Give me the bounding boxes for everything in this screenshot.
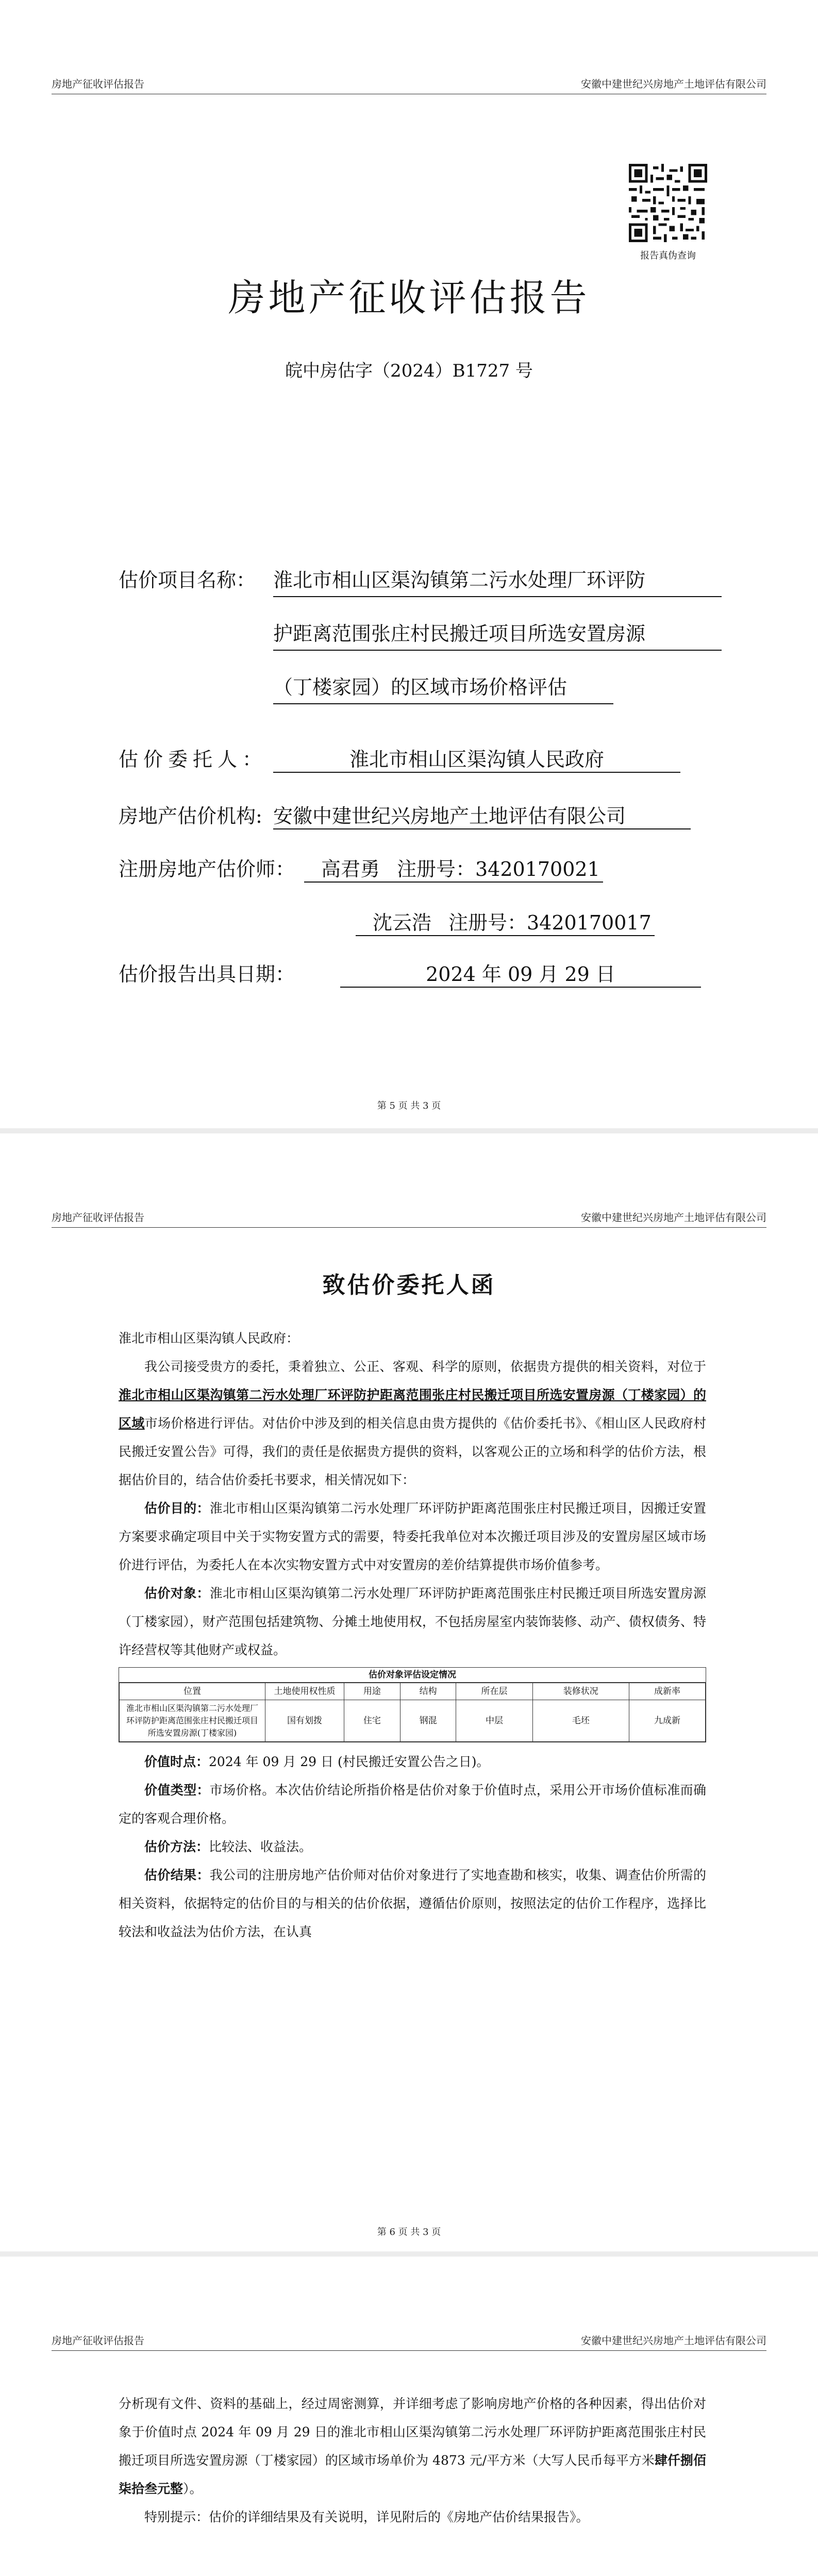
table-header-cell: 装修状况 <box>532 1683 629 1700</box>
page-footer: 第 6 页 共 3 页 <box>377 2227 441 2238</box>
table-row <box>120 1700 706 1742</box>
appraiser-2-name: 沈云浩 <box>356 907 448 936</box>
valuetype-text: 市场价格。本次估价结论所指价格是估价对象于价值时点，采用公开市场价值标准而确定的客观合理价格。 <box>119 1783 706 1826</box>
method-paragraph <box>119 1833 706 1861</box>
report-page-letter <box>0 1133 818 2251</box>
project-name-line: （丁楼家园）的区域市场价格评估 <box>273 671 613 704</box>
report-page-cover <box>0 0 818 1128</box>
header-right: 安徽中建世纪兴房地产土地评估有限公司 <box>581 1211 766 1224</box>
method-text: 比较法、收益法。 <box>209 1839 312 1854</box>
appraiser-1-name: 高君勇 <box>304 853 397 883</box>
valuetype-label: 价值类型： <box>144 1783 210 1798</box>
object-label: 估价对象： <box>144 1586 210 1601</box>
table-cell-location: 淮北市相山区渠沟镇第二污水处理厂环评防护距离范围张庄村民搬迁项目所选安置房源(丁楼家园) <box>120 1700 265 1742</box>
report-number: 皖中房估字（2024）B1727 号 <box>285 361 533 381</box>
valuation-table <box>119 1667 706 1742</box>
client-label: 估价委托人： <box>119 748 268 771</box>
method-label: 估价方法： <box>144 1839 209 1854</box>
qr-code[interactable] <box>629 164 707 242</box>
purpose-label: 估价目的： <box>144 1501 210 1516</box>
table-header-cell: 用途 <box>344 1683 400 1700</box>
appraiser-1-regno: 注册号：3420170021 <box>397 853 603 883</box>
header-left: 房地产征收评估报告 <box>52 1211 144 1224</box>
qr-caption: 报告真伪查询 <box>640 250 696 261</box>
appraiser-row-2 <box>356 907 655 936</box>
header-right: 安徽中建世纪兴房地产土地评估有限公司 <box>581 2334 766 2347</box>
result-continued-paragraph <box>119 2389 706 2503</box>
valuedate-text: 2024 年 09 月 29 日 (村民搬迁安置公告之日)。 <box>209 1754 490 1769</box>
report-title: 房地产征收评估报告 <box>228 276 590 319</box>
appraiser-2-regno: 注册号：3420170017 <box>448 907 655 936</box>
table-header-cell: 结构 <box>400 1683 456 1700</box>
report-page-letter-continued <box>0 2257 818 2576</box>
purpose-text: 淮北市相山区渠沟镇第二污水处理厂环评防护距离范围张庄村民搬迁项目，因搬迁安置方案要求确定项目中关于实物安置方式的需要，特委托我单位对本次搬迁项目涉及的安置房屋区域市场价进行评估，为委托人在本次实物安置方式中对安置房的差价结算提供市场价值参考。 <box>119 1501 706 1572</box>
table-header-cell: 所在层 <box>456 1683 532 1700</box>
table-cell: 毛坯 <box>532 1700 629 1742</box>
table-cell: 九成新 <box>629 1700 705 1742</box>
project-name-line: 护距离范围张庄村民搬迁项目所选安置房源 <box>273 618 722 651</box>
table-header-row <box>120 1683 706 1700</box>
intro-subject: 淮北市相山区渠沟镇第二污水处理厂环评防护距离范围张庄村民搬迁项目所选安置房源（丁楼家园）的区域 <box>119 1387 706 1431</box>
letter-title: 致估价委托人函 <box>322 1272 496 1298</box>
page-header <box>52 72 766 94</box>
result-text: 我公司的注册房地产估价师对估价对象进行了实地查勘和核实，收集、调查估价所需的相关资料，依据特定的估价目的与相关的估价依据，遵循估价原则，按照法定的估价工作程序，选择比较法和收益法为估价方法，在认真 <box>119 1868 706 1939</box>
valuedate-label: 价值时点： <box>144 1754 209 1769</box>
object-text: 淮北市相山区渠沟镇第二污水处理厂环评防护距离范围张庄村民搬迁项目所选安置房源（丁楼家园），财产范围包括建筑物、分摊土地使用权，不包括房屋室内装饰装修、动产、债权债务、特许经营权等其他财产或权益。 <box>119 1586 706 1657</box>
valuetype-paragraph <box>119 1776 706 1833</box>
client-row <box>119 743 680 773</box>
table-cell: 国有划拨 <box>265 1700 344 1742</box>
agency-row <box>119 800 691 829</box>
table-header-cell: 土地使用权性质 <box>265 1683 344 1700</box>
intro-text: 我公司接受贵方的委托，秉着独立、公正、客观、科学的原则，依据贵方提供的相关资料，对位于 <box>144 1359 706 1374</box>
appraiser-row <box>119 853 603 883</box>
table-caption: 估价对象评估设定情况 <box>119 1668 706 1683</box>
project-name-label: 估价项目名称： <box>119 569 256 591</box>
page-header <box>52 1206 766 1228</box>
table-header-cell: 位置 <box>120 1683 265 1700</box>
special-note: 特别提示：估价的详细结果及有关说明，详见附后的《房地产估价结果报告》。 <box>144 2510 589 2524</box>
purpose-paragraph <box>119 1494 706 1579</box>
report-date: 2024 年 09 月 29 日 <box>340 958 701 988</box>
table-header-cell: 成新率 <box>629 1683 705 1700</box>
header-left: 房地产征收评估报告 <box>52 78 144 90</box>
intro-text-cont: 市场价格进行评估。对估价中涉及到的相关信息由贵方提供的《估价委托书》、《相山区人民政府村民搬迁安置公告》可得，我们的责任是依据贵方提供的资料，以客观公正的立场和科学的估价方法，根据估价目的，结合估价委托书要求，相关情况如下： <box>119 1416 706 1487</box>
result-continued-end: ）。 <box>183 2481 203 2496</box>
table-cell: 住宅 <box>344 1700 400 1742</box>
project-name-block <box>119 564 737 704</box>
result-continued-text: 分析现有文件、资料的基础上，经过周密测算，并详细考虑了影响房地产价格的各种因素，得出估价对象于价值时点 2024 年 09 月 29 日的淮北市相山区渠沟镇第二污水处理厂环评防护距离范围张庄村民搬迁项目所选安置房源（丁楼家园）的区域市场单价为 4873 元/平方米（大写人民币每平方米 <box>119 2396 706 2468</box>
header-left: 房地产征收评估报告 <box>52 2334 144 2347</box>
object-paragraph <box>119 1579 706 1664</box>
client-value: 淮北市相山区渠沟镇人民政府 <box>273 743 680 773</box>
agency-label: 房地产估价机构: <box>119 805 262 827</box>
table-cell: 钢混 <box>400 1700 456 1742</box>
project-name-line: 淮北市相山区渠沟镇第二污水处理厂环评防 <box>273 564 722 597</box>
result-label: 估价结果： <box>144 1868 210 1883</box>
price-in-words: 肆仟捌佰柒拾叁元整 <box>119 2453 706 2496</box>
page-footer: 第 5 页 共 3 页 <box>377 1100 441 1111</box>
letter-body <box>119 1324 706 1946</box>
salutation: 淮北市相山区渠沟镇人民政府： <box>119 1331 299 1346</box>
letter-body-continued <box>119 2389 706 2531</box>
header-right: 安徽中建世纪兴房地产土地评估有限公司 <box>581 78 766 90</box>
agency-value: 安徽中建世纪兴房地产土地评估有限公司 <box>273 800 691 829</box>
page-header <box>52 2329 766 2351</box>
date-label: 估价报告出具日期： <box>119 963 295 986</box>
appraiser-label: 注册房地产估价师： <box>119 858 295 880</box>
table-cell: 中层 <box>456 1700 532 1742</box>
date-row <box>119 958 701 988</box>
result-paragraph <box>119 1861 706 1946</box>
valuedate-paragraph <box>119 1748 706 1776</box>
intro-paragraph <box>119 1352 706 1494</box>
